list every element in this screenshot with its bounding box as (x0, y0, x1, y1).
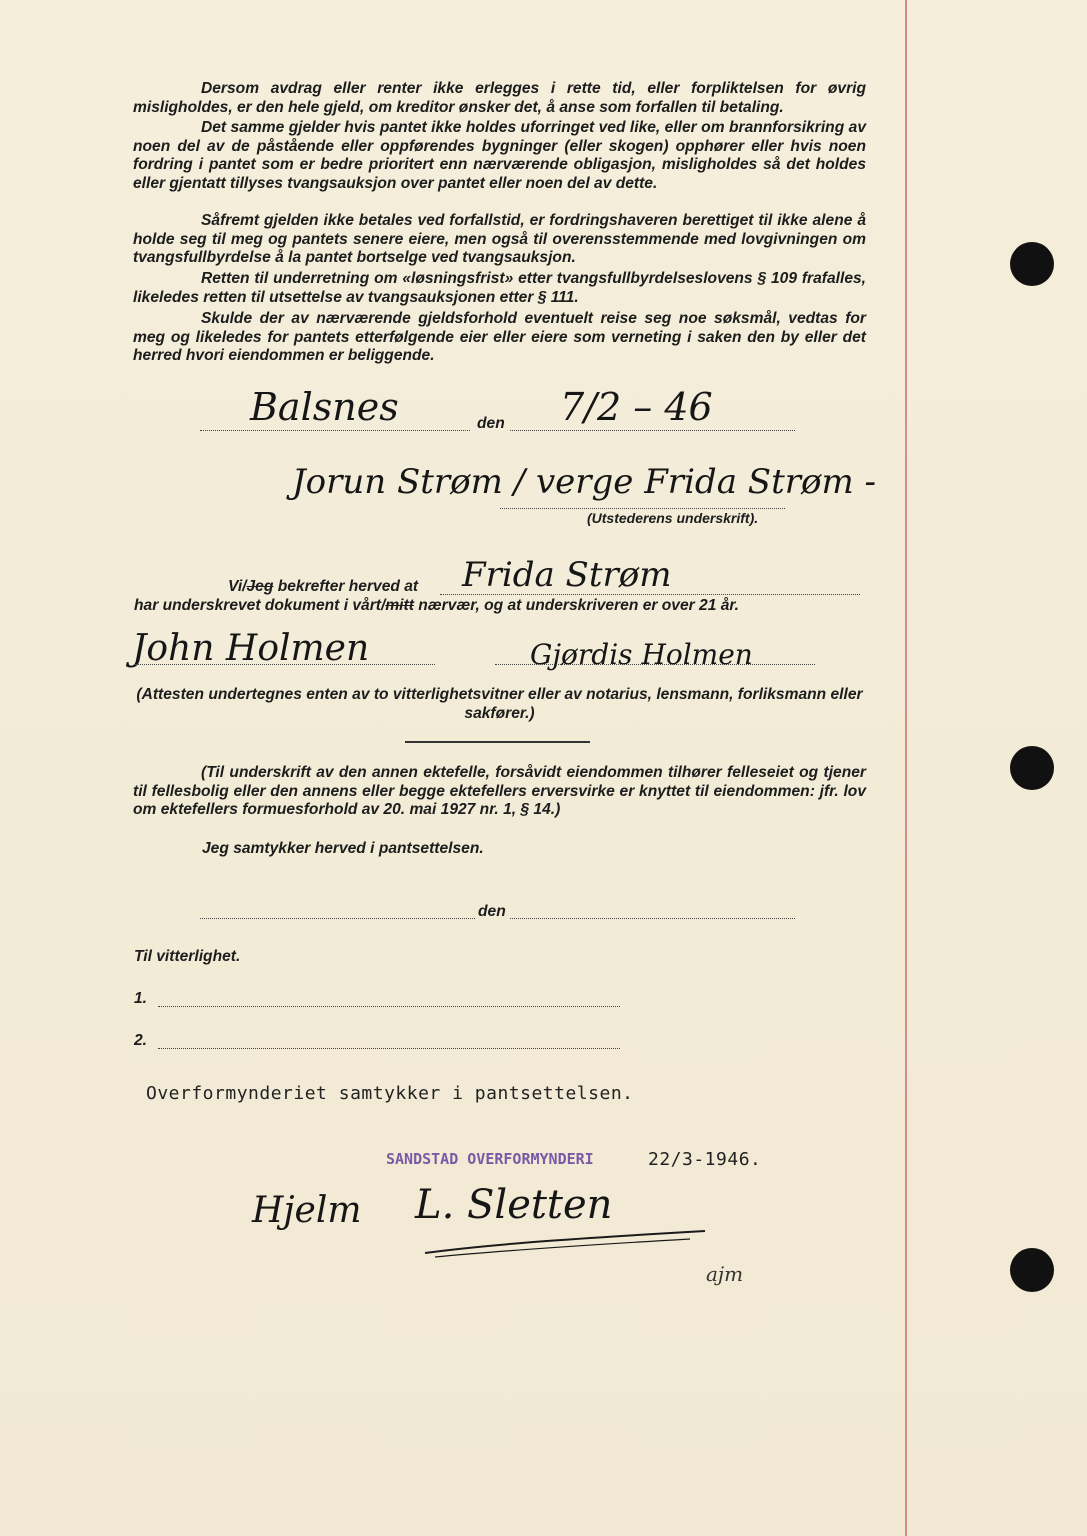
separator-rule (405, 741, 590, 743)
signature-flourish (420, 1225, 710, 1260)
paragraph-forced-sale: Såfremt gjelden ikke betales ved forfallstid, er fordringshaveren berettiget til ikke alene å holde seg til meg og pantets senere eiere, men også til overensstemmende med lovgivningen om tvangsfullbyrdelse å la pantet bortselge ved tvangsauksjon. (133, 212, 866, 267)
place-dotted-line (200, 430, 470, 431)
bottom-signature-2: L. Sletten (415, 1182, 613, 1228)
spouse-date-line (510, 918, 795, 919)
consent-text: Jeg samtykker herved i pantsettelsen. (202, 840, 484, 857)
signed-name-handwritten: Frida Strøm (462, 555, 672, 595)
spouse-place-line (200, 918, 475, 919)
issuer-signature-line (500, 508, 785, 509)
signed-name-line (440, 594, 860, 595)
overformynderi-stamp: SANDSTAD OVERFORMYNDERI (386, 1150, 594, 1168)
den-label: den (477, 415, 505, 432)
paragraph-venue: Skulde der av nærværende gjeldsforhold eventuelt reise seg noe søksmål, vedtas for meg og likeledes for pantets etterfølgende eier eller eiere som verneting i saken den by eller det herred hvori eiendommen er beliggende. (133, 310, 866, 365)
punch-hole (1010, 242, 1054, 286)
date-dotted-line (510, 430, 795, 431)
witness-confirm-line1: Vi/Jeg bekrefter herved at (228, 578, 419, 595)
witness-signature-2: Gjørdis Holmen (530, 638, 753, 671)
place-handwritten: Balsnes (250, 385, 399, 429)
punch-hole (1010, 746, 1054, 790)
witness-title: Til vitterlighet. (134, 948, 241, 965)
date-handwritten: 7/2 – 46 (560, 385, 713, 429)
paragraph-insurance: Det samme gjelder hvis pantet ikke holdes uforringet ved like, eller om brannforsikring av noen del av de påstående eller oppførendes bygninger (eller skogen) opphører eller hvis noen fordring i pantet som er bedre prioritert enn nærværende obligasjon, misligholdes så det holdes eller gjentatt tillyses tvangsauksjon over pantet eller noen del av dette. (133, 119, 866, 192)
attest-note: (Attesten undertegnes enten av to vitterlighetsvitner eller av notarius, lensmann, forliksmann eller sakfører.) (136, 686, 863, 722)
paragraph-default: Dersom avdrag eller renter ikke erlegges i rette tid, eller forpliktelsen for øvrig misligholdes, er den hele gjeld, om kreditor ønsker det, å anse som forfallen til betaling. (133, 80, 866, 116)
stamp-date: 22/3-1946. (648, 1149, 762, 1170)
bottom-signature-1: Hjelm (252, 1190, 362, 1231)
den-label-2: den (478, 903, 506, 920)
witness-blank-line-1 (158, 1006, 620, 1007)
issuer-caption: (Utstederens underskrift). (587, 510, 759, 526)
spouse-note: (Til underskrift av den annen ektefelle, forsåvidt eiendommen tilhører felleseiet og tjener til fellesbolig eller den annens eller begge ektefellers erversvirke er knyttet til eiendommen: jfr. lov om ektefellers formuesforhold av 20. mai 1927 nr. 1, § 14.) (133, 764, 866, 819)
witness-confirm-line2: har underskrevet dokument i vårt/mitt nærvær, og at underskriveren er over 21 år. (134, 597, 739, 614)
margin-line (905, 0, 907, 1536)
witness-number-2: 2. (134, 1032, 148, 1049)
paragraph-notice: Retten til underretning om «løsningsfrist» etter tvangsfullbyrdelseslovens § 109 frafalles, likeledes retten til utsettelse av tvangsauksjonen etter § 111. (133, 270, 866, 306)
witness-line-2 (495, 664, 815, 665)
typed-consent: Overformynderiet samtykker i pantsettelsen. (146, 1083, 634, 1104)
punch-hole (1010, 1248, 1054, 1292)
issuer-signature: Jorun Strøm / verge Frida Strøm - (292, 462, 876, 502)
initials: ajm (706, 1262, 744, 1286)
witness-line-1 (135, 664, 435, 665)
witness-signature-1: John Holmen (132, 628, 370, 669)
witness-blank-line-2 (158, 1048, 620, 1049)
witness-number-1: 1. (134, 990, 148, 1007)
